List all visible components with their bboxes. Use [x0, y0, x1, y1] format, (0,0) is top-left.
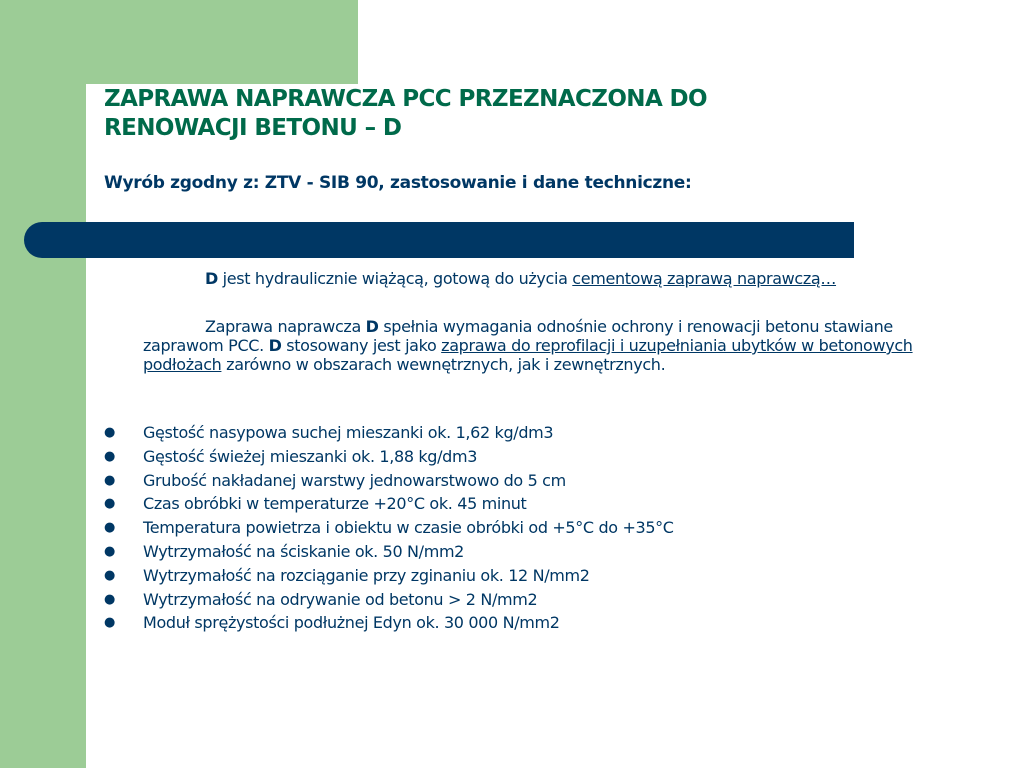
cement-mortar-link[interactable]: cementową zaprawą naprawczą…: [572, 269, 837, 288]
technical-data-list: [104, 421, 674, 635]
list-item: [104, 492, 674, 516]
navy-divider-bar: [24, 222, 854, 258]
slide-title-line-2: RENOWACJI BETONU – D: [104, 115, 402, 141]
list-item-text: Grubość nakładanej warstwy jednowarstwowo do 5 cm: [143, 470, 566, 490]
list-item-text: Gęstość świeżej mieszanki ok. 1,88 kg/dm3: [143, 446, 478, 466]
list-item-text: Temperatura powietrza i obiektu w czasie obróbki od +5°C do +35°C: [143, 518, 674, 538]
list-item-text: Gęstość nasypowa suchej mieszanki ok. 1,62 kg/dm3: [143, 423, 554, 442]
product-code: D: [268, 336, 282, 355]
bullet-icon: ●: [104, 472, 115, 488]
paragraph-intro-text: jest hydraulicznie wiążącą, gotową do użycia: [217, 269, 573, 288]
paragraph-intro: [143, 269, 913, 288]
bullet-icon: ●: [104, 520, 115, 536]
product-code: D: [205, 269, 218, 288]
list-item-text: Czas obróbki w temperaturze +20°C ok. 45 minut: [143, 494, 527, 514]
list-item: [104, 564, 674, 588]
bullet-icon: ●: [104, 567, 115, 583]
bullet-icon: ●: [104, 615, 115, 631]
list-item: [104, 445, 674, 469]
product-code: D: [365, 317, 379, 336]
list-item: [104, 540, 674, 564]
bullet-icon: ●: [104, 425, 115, 440]
paragraph-usage-text-a: Zaprawa naprawcza: [205, 317, 366, 336]
paragraph-usage: [143, 317, 913, 374]
list-item: [104, 611, 674, 635]
list-item-text: Wytrzymałość na ściskanie ok. 50 N/mm2: [143, 541, 465, 561]
list-item: [104, 469, 674, 493]
bullet-icon: ●: [104, 543, 115, 559]
slide-title-line-1: ZAPRAWA NAPRAWCZA PCC PRZEZNACZONA DO: [104, 86, 707, 112]
paragraph-usage-text-b: spełnia wymagania odnośnie ochrony i renowacji betonu stawiane zaprawom PCC.: [143, 317, 893, 355]
slide-title: [104, 85, 844, 143]
list-item: [104, 421, 674, 445]
list-item: [104, 588, 674, 612]
slide-subtitle: Wyrób zgodny z: ZTV - SIB 90, zastosowanie i dane techniczne:: [104, 173, 692, 193]
list-item-text: Wytrzymałość na odrywanie od betonu > 2 N/mm2: [143, 589, 538, 609]
paragraph-usage-text-d: zarówno w obszarach wewnętrznych, jak i zewnętrznych.: [221, 355, 666, 374]
list-item-text: Wytrzymałość na rozciąganie przy zginaniu ok. 12 N/mm2: [143, 565, 590, 585]
list-item-text: Moduł sprężystości podłużnej Edyn ok. 30 000 N/mm2: [143, 613, 560, 633]
bullet-icon: ●: [104, 591, 115, 607]
bullet-icon: ●: [104, 448, 115, 464]
bullet-icon: ●: [104, 496, 115, 512]
reprofiling-mortar-link[interactable]: zaprawa do reprofilacji i uzupełniania ubytków w betonowych podłożach: [143, 336, 913, 374]
list-item: [104, 516, 674, 540]
paragraph-usage-text-c: stosowany jest jako: [281, 336, 442, 355]
